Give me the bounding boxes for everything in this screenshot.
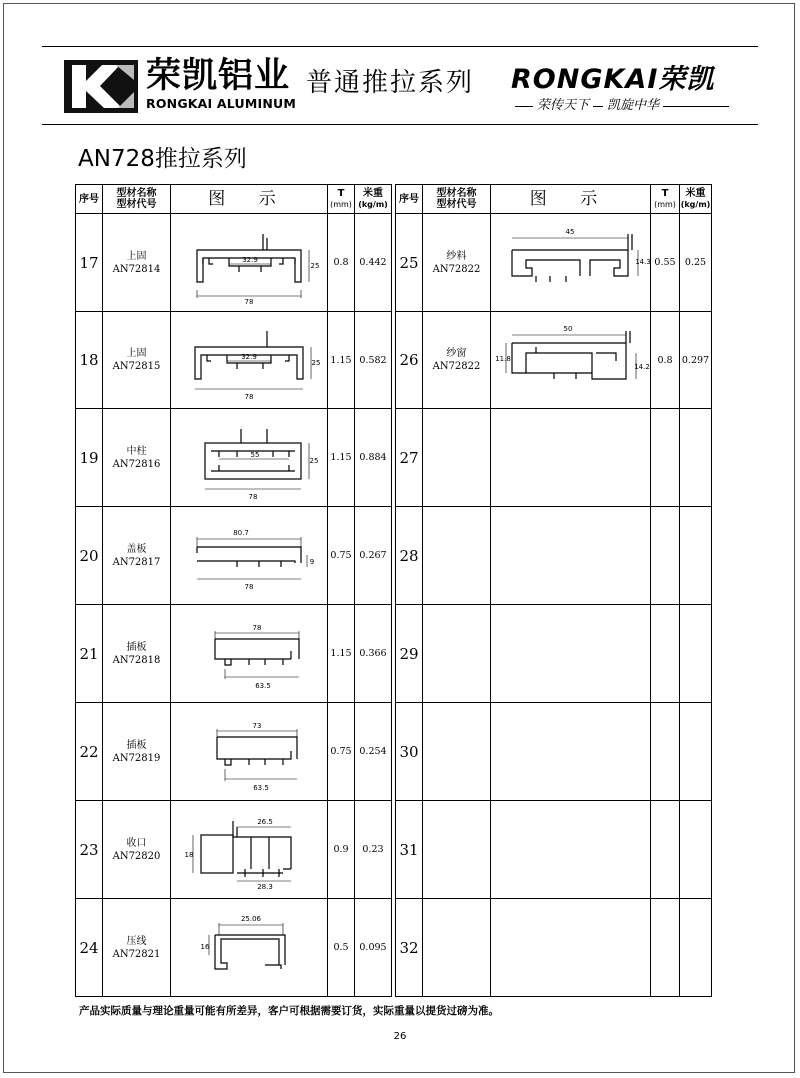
slogan-right: 凯旋中华	[607, 98, 660, 113]
table-row	[76, 312, 712, 409]
col-figure: 图 示	[491, 185, 651, 214]
footnote: 产品实际质量与理论重量可能有所差异，客户可根据需要订货，实际重量以提货过磅为准。	[79, 1005, 499, 1017]
dim-label: 26.5	[257, 817, 273, 826]
dim-label: 14.3	[634, 257, 651, 266]
profile-drawing	[171, 801, 328, 899]
profile-name	[423, 899, 491, 997]
profile-drawing	[171, 312, 328, 409]
profile-drawing-empty	[491, 409, 651, 507]
dim-label: 78	[244, 297, 254, 306]
profile-drawing-26	[494, 317, 650, 403]
col-thickness-line1: T	[661, 188, 669, 199]
profile-drawing-17	[179, 220, 319, 306]
slogan-dash	[515, 106, 533, 107]
row-number: 27	[396, 409, 423, 507]
profile-drawing-23	[179, 807, 319, 893]
row-number: 25	[396, 214, 423, 312]
row-number: 23	[76, 801, 103, 899]
dim-label: 78	[244, 582, 254, 591]
col-name	[103, 185, 171, 214]
thickness-value: 1.15	[328, 605, 355, 703]
profile-drawing	[171, 409, 328, 507]
row-number: 19	[76, 409, 103, 507]
profile-name	[423, 801, 491, 899]
weight-value: 0.442	[355, 214, 392, 312]
row-number: 18	[76, 312, 103, 409]
dim-label: 9	[309, 557, 315, 566]
thickness-value: 0.9	[328, 801, 355, 899]
col-name-line1: 型材名称	[116, 188, 157, 199]
thickness-value: 0.75	[328, 703, 355, 801]
thickness-value	[651, 605, 680, 703]
profile-drawing-empty	[491, 899, 651, 997]
col-figure: 图 示	[171, 185, 328, 214]
profile-code: AN72820	[112, 850, 161, 862]
thickness-value: 0.8	[651, 312, 680, 409]
profile-drawing	[491, 312, 651, 409]
col-thickness	[651, 185, 680, 214]
profile-drawing-empty	[491, 507, 651, 605]
row-number: 17	[76, 214, 103, 312]
profile-code: AN72816	[112, 458, 161, 470]
row-number: 29	[396, 605, 423, 703]
row-number: 32	[396, 899, 423, 997]
profile-name-cn: 插板	[126, 739, 147, 751]
dim-label: 78	[244, 393, 254, 401]
profile-name	[423, 214, 491, 312]
profile-code: AN72818	[112, 654, 161, 666]
profile-code: AN72815	[112, 361, 161, 372]
profile-code: AN72819	[112, 752, 161, 764]
profile-name	[423, 312, 491, 409]
profile-code: AN72814	[112, 263, 161, 275]
profile-name-cn: 插板	[126, 641, 147, 653]
dim-label: 25	[311, 359, 321, 367]
profile-drawing-22	[179, 709, 319, 795]
page-number: 26	[393, 1031, 407, 1042]
profile-name	[423, 409, 491, 507]
header-bottom-rule	[42, 124, 758, 125]
dim-label: 32.9	[242, 255, 258, 264]
series-title: 普通推拉系列	[306, 68, 475, 98]
thickness-value: 0.8	[328, 214, 355, 312]
profile-name	[423, 507, 491, 605]
brand-name-cn: 荣凯铝业	[146, 56, 291, 96]
page-title: AN728推拉系列	[78, 146, 247, 172]
table-row	[76, 409, 712, 507]
profile-drawing	[171, 899, 328, 997]
dim-label: 18	[184, 850, 194, 859]
col-thickness	[328, 185, 355, 214]
table-row	[76, 605, 712, 703]
col-weight-line2: (kg/m)	[680, 200, 711, 209]
dim-label: 63.5	[253, 783, 269, 792]
table-row	[76, 214, 712, 312]
thickness-value	[651, 703, 680, 801]
profile-drawing	[171, 214, 328, 312]
profile-name	[423, 703, 491, 801]
weight-value: 0.095	[355, 899, 392, 997]
weight-value: 0.366	[355, 605, 392, 703]
profile-drawing-empty	[491, 703, 651, 801]
profile-name-cn: 上固	[126, 250, 147, 262]
col-weight-line1: 米重	[363, 188, 383, 199]
slogan-dash	[593, 106, 603, 107]
dim-label: 63.5	[255, 681, 271, 690]
col-weight	[355, 185, 392, 214]
weight-value	[680, 605, 712, 703]
thickness-value: 1.15	[328, 312, 355, 409]
brand-name-en: RONGKAI ALUMINUM	[146, 96, 297, 111]
weight-value: 0.23	[355, 801, 392, 899]
dim-label: 28.3	[257, 882, 273, 891]
thickness-value	[651, 801, 680, 899]
dim-label: 78	[248, 492, 258, 501]
dim-label: 25	[310, 261, 320, 270]
profile-name-cn: 收口	[126, 837, 147, 849]
weight-value: 0.254	[355, 703, 392, 801]
profile-drawing-21	[179, 611, 319, 697]
table-row	[76, 507, 712, 605]
weight-value: 0.884	[355, 409, 392, 507]
table-row	[76, 899, 712, 997]
profile-code: AN72817	[112, 556, 161, 568]
col-seq: 序号	[76, 185, 103, 214]
dim-label: 16	[200, 942, 210, 951]
thickness-value	[651, 899, 680, 997]
brand-wordmark: RONGKAI荣凯	[511, 64, 715, 95]
weight-value	[680, 703, 712, 801]
weight-value	[680, 899, 712, 997]
profile-name	[103, 507, 171, 605]
profile-code: AN72821	[112, 948, 161, 960]
weight-value	[680, 801, 712, 899]
brand-slogan	[511, 98, 733, 114]
profile-name-cn: 盖板	[126, 543, 147, 555]
profile-name-cn: 上固	[126, 348, 147, 359]
row-number: 30	[396, 703, 423, 801]
profile-name	[103, 214, 171, 312]
row-number: 31	[396, 801, 423, 899]
profile-name-cn: 纱料	[446, 250, 467, 262]
header-top-rule	[42, 46, 758, 47]
profile-drawing	[171, 703, 328, 801]
profile-drawing-25	[496, 220, 651, 306]
profile-code: AN72822	[432, 263, 481, 275]
profile-name-cn: 纱窗	[446, 348, 467, 359]
profile-name	[103, 605, 171, 703]
col-name-line2: 型材代号	[116, 199, 157, 210]
table-header-row	[76, 185, 712, 214]
dim-label: 50	[563, 325, 572, 333]
profile-drawing	[171, 507, 328, 605]
thickness-value: 1.15	[328, 409, 355, 507]
thickness-value: 0.5	[328, 899, 355, 997]
profile-name	[103, 703, 171, 801]
table-row	[76, 801, 712, 899]
dim-label: 14.2	[633, 363, 650, 371]
dim-label: 55	[250, 450, 260, 459]
profile-name	[103, 801, 171, 899]
dim-label: 25.06	[240, 914, 262, 923]
profile-name	[103, 312, 171, 409]
thickness-value: 0.75	[328, 507, 355, 605]
dim-label: 45	[565, 227, 574, 236]
row-number: 28	[396, 507, 423, 605]
profile-name	[423, 605, 491, 703]
col-weight-line2: (kg/m)	[358, 200, 388, 209]
slogan-dash	[663, 106, 729, 107]
weight-value: 0.582	[355, 312, 392, 409]
dim-label: 78	[252, 623, 262, 632]
col-name	[423, 185, 491, 214]
dim-label: 32.9	[241, 353, 257, 361]
col-thickness-line2: (mm)	[654, 200, 676, 209]
col-weight	[680, 185, 712, 214]
row-number: 22	[76, 703, 103, 801]
thickness-value	[651, 409, 680, 507]
brand-logo-icon	[64, 60, 138, 113]
profile-drawing	[171, 605, 328, 703]
dim-label: 73	[252, 721, 262, 730]
profile-drawing-18	[179, 317, 319, 403]
thickness-value: 0.55	[651, 214, 680, 312]
col-thickness-line1: T	[337, 188, 345, 199]
slogan-left: 荣传天下	[537, 98, 590, 113]
dim-label: 25	[309, 456, 319, 465]
col-thickness-line2: (mm)	[330, 200, 352, 209]
profile-drawing-empty	[491, 605, 651, 703]
profile-drawing-20	[179, 513, 319, 599]
profile-drawing-19	[179, 415, 319, 501]
row-number: 24	[76, 899, 103, 997]
profile-name-cn: 中柱	[126, 445, 147, 457]
weight-value: 0.267	[355, 507, 392, 605]
col-seq: 序号	[396, 185, 423, 214]
profile-code: AN72822	[432, 361, 481, 372]
col-weight-line1: 米重	[685, 188, 706, 199]
profile-table	[75, 184, 712, 997]
profile-name-cn: 压线	[126, 935, 147, 947]
row-number: 20	[76, 507, 103, 605]
weight-value	[680, 409, 712, 507]
col-name-line2: 型材代号	[436, 199, 477, 210]
row-number: 21	[76, 605, 103, 703]
profile-drawing	[491, 214, 651, 312]
weight-value	[680, 507, 712, 605]
thickness-value	[651, 507, 680, 605]
col-name-line1: 型材名称	[436, 188, 477, 199]
weight-value: 0.25	[680, 214, 712, 312]
profile-drawing-24	[179, 905, 319, 991]
dim-label: 11.8	[494, 355, 511, 363]
profile-drawing-empty	[491, 801, 651, 899]
profile-name	[103, 899, 171, 997]
table-row	[76, 703, 712, 801]
weight-value: 0.297	[680, 312, 712, 409]
row-number: 26	[396, 312, 423, 409]
dim-label: 80.7	[233, 528, 249, 537]
profile-name	[103, 409, 171, 507]
